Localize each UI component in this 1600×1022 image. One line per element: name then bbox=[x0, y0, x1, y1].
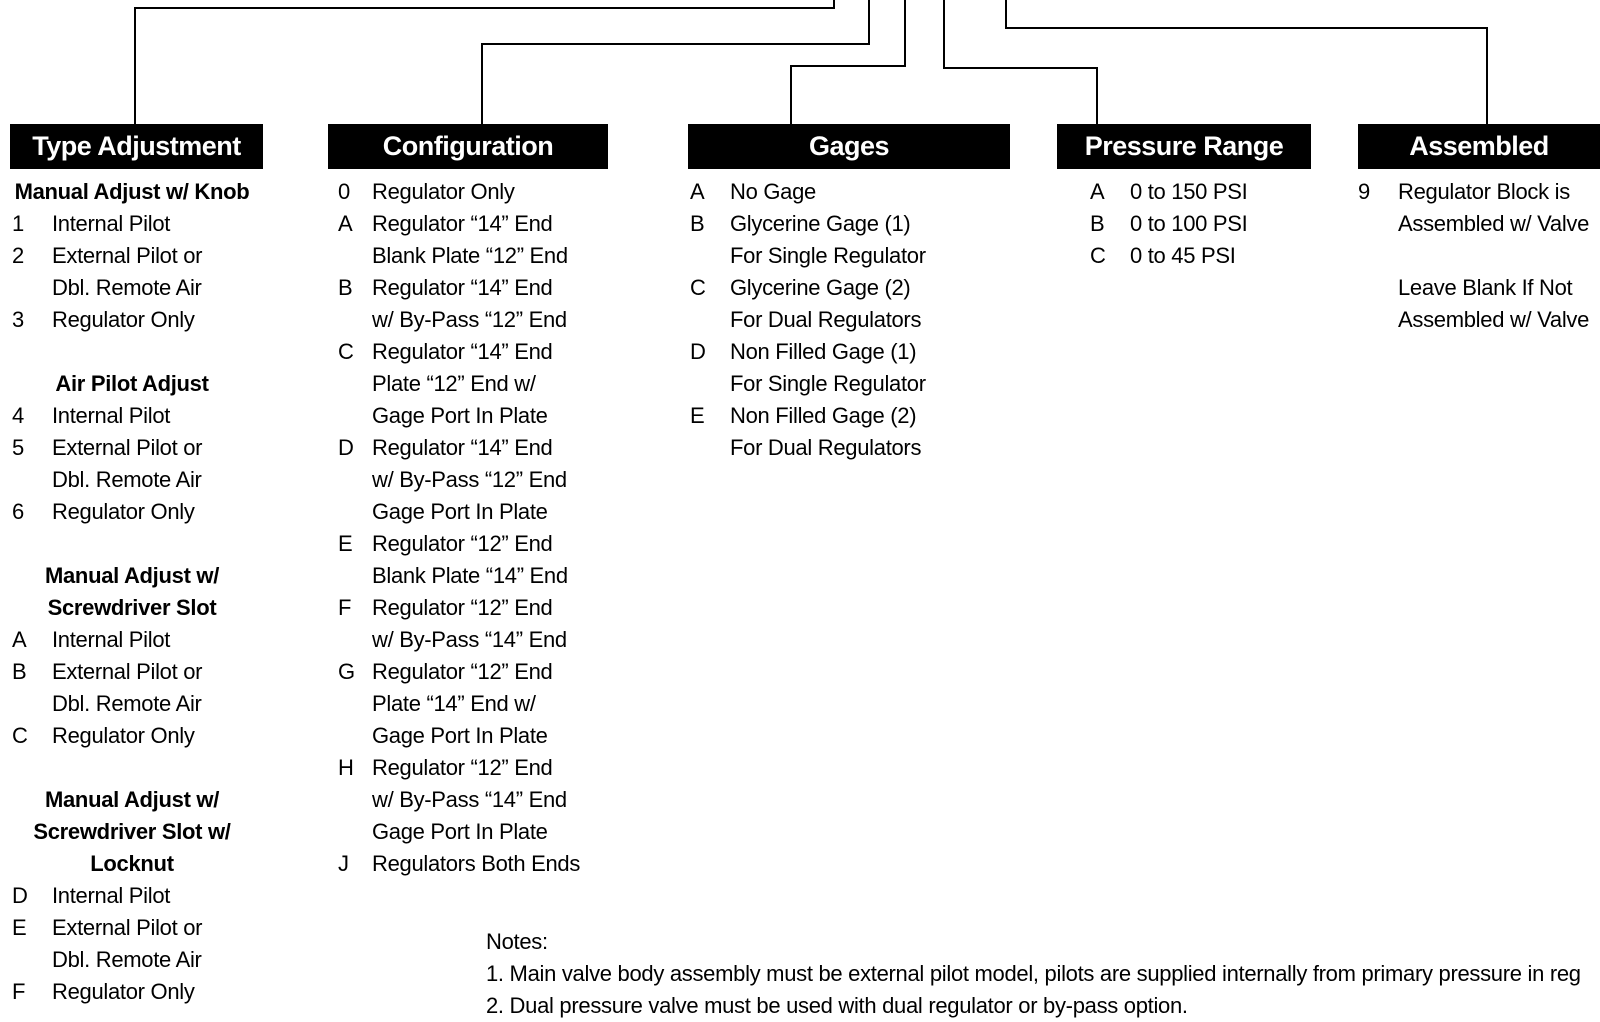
option-text: Regulator “14” End bbox=[372, 211, 553, 236]
option-row bbox=[12, 240, 262, 272]
option-code: 0 bbox=[338, 179, 350, 204]
option-row-continued bbox=[690, 368, 990, 400]
option-text: 0 to 100 PSI bbox=[1130, 211, 1248, 236]
option-row-continued bbox=[338, 720, 628, 752]
option-code bbox=[690, 304, 730, 336]
option-row-continued bbox=[338, 560, 628, 592]
option-row bbox=[690, 336, 990, 368]
option-row-continued bbox=[338, 368, 628, 400]
option-row bbox=[690, 208, 990, 240]
option-row bbox=[338, 752, 628, 784]
option-code: E bbox=[690, 403, 705, 428]
option-code bbox=[690, 240, 730, 272]
option-row bbox=[12, 720, 262, 752]
option-text: Assembled w/ Valve bbox=[1398, 307, 1590, 332]
option-text: For Dual Regulators bbox=[730, 435, 922, 460]
option-code: B bbox=[12, 659, 27, 684]
option-row bbox=[338, 848, 628, 880]
option-code: 1 bbox=[12, 211, 24, 236]
option-code: C bbox=[338, 339, 354, 364]
option-row bbox=[12, 912, 262, 944]
option-row-continued bbox=[690, 304, 990, 336]
option-row bbox=[338, 336, 628, 368]
group-heading: Locknut bbox=[90, 851, 174, 876]
option-code: F bbox=[12, 979, 26, 1004]
option-code bbox=[1358, 272, 1398, 304]
option-text: 0 to 150 PSI bbox=[1130, 179, 1248, 204]
option-text: Regulator Only bbox=[52, 307, 195, 332]
option-code: 5 bbox=[12, 435, 24, 460]
option-row-continued bbox=[338, 304, 628, 336]
option-text: Regulator Only bbox=[52, 979, 195, 1004]
option-code: D bbox=[690, 339, 706, 364]
note-line-1: 1. Main valve body assembly must be external pilot model, pilots are supplied internally from primary pressure in reg bbox=[486, 961, 1581, 986]
option-text: External Pilot or bbox=[52, 435, 203, 460]
connector-pressure-range bbox=[944, 0, 1097, 124]
group-spacer bbox=[12, 336, 262, 368]
option-row bbox=[12, 496, 262, 528]
option-text: Assembled w/ Valve bbox=[1398, 211, 1590, 236]
option-row bbox=[12, 400, 262, 432]
option-code bbox=[12, 464, 52, 496]
option-row-continued bbox=[12, 944, 262, 976]
option-code: D bbox=[338, 435, 354, 460]
option-text: Internal Pilot bbox=[52, 883, 171, 908]
option-code: B bbox=[1090, 211, 1105, 236]
option-text: External Pilot or bbox=[52, 659, 203, 684]
option-code bbox=[690, 432, 730, 464]
gages-list bbox=[690, 176, 990, 464]
option-row-continued bbox=[690, 240, 990, 272]
option-row-continued bbox=[338, 496, 628, 528]
option-code bbox=[12, 272, 52, 304]
option-text: Internal Pilot bbox=[52, 403, 171, 428]
option-code: C bbox=[1090, 243, 1106, 268]
option-code: D bbox=[12, 883, 28, 908]
option-row-continued bbox=[338, 240, 628, 272]
option-text: w/ By-Pass “14” End bbox=[372, 627, 567, 652]
option-text: Regulator “12” End bbox=[372, 531, 553, 556]
option-text: Regulator “14” End bbox=[372, 339, 553, 364]
option-code bbox=[338, 240, 372, 272]
option-row bbox=[1090, 240, 1310, 272]
option-code: H bbox=[338, 755, 354, 780]
option-row bbox=[12, 656, 262, 688]
notes-label: Notes: bbox=[486, 929, 548, 954]
option-text: Regulator “12” End bbox=[372, 659, 553, 684]
option-text: For Single Regulator bbox=[730, 371, 926, 396]
option-row bbox=[1358, 176, 1600, 208]
option-code bbox=[338, 368, 372, 400]
option-code: 2 bbox=[12, 243, 24, 268]
option-text: Regulator “14” End bbox=[372, 275, 553, 300]
option-code bbox=[338, 304, 372, 336]
option-code: 3 bbox=[12, 307, 24, 332]
option-row bbox=[12, 624, 262, 656]
option-text: For Single Regulator bbox=[730, 243, 926, 268]
assembled-note-line bbox=[1358, 272, 1600, 304]
option-row-continued bbox=[12, 688, 262, 720]
option-row bbox=[690, 400, 990, 432]
option-row bbox=[1090, 208, 1310, 240]
option-text: w/ By-Pass “14” End bbox=[372, 787, 567, 812]
option-text: Blank Plate “12” End bbox=[372, 243, 568, 268]
option-code: 6 bbox=[12, 499, 24, 524]
notes-block bbox=[486, 926, 1581, 1022]
option-text: Regulator “12” End bbox=[372, 595, 553, 620]
group-spacer bbox=[1358, 240, 1600, 272]
option-row-continued bbox=[12, 464, 262, 496]
option-row bbox=[338, 176, 628, 208]
option-text: Internal Pilot bbox=[52, 211, 171, 236]
option-row bbox=[1090, 176, 1310, 208]
option-text: Gage Port In Plate bbox=[372, 499, 548, 524]
option-text: Gage Port In Plate bbox=[372, 723, 548, 748]
option-code: A bbox=[1090, 179, 1105, 204]
note-line-2: 2. Dual pressure valve must be used with dual regulator or by-pass option. bbox=[486, 993, 1188, 1018]
option-code: 9 bbox=[1358, 179, 1370, 204]
option-text: External Pilot or bbox=[52, 243, 203, 268]
option-row bbox=[338, 656, 628, 688]
option-row bbox=[690, 176, 990, 208]
group-heading: Screwdriver Slot w/ bbox=[33, 819, 231, 844]
group-spacer bbox=[12, 528, 262, 560]
option-code: A bbox=[338, 211, 353, 236]
option-text: Regulator Block is bbox=[1398, 179, 1570, 204]
assembled-note-line bbox=[1358, 304, 1600, 336]
option-row bbox=[338, 528, 628, 560]
option-text: Dbl. Remote Air bbox=[52, 275, 202, 300]
group-heading: Manual Adjust w/ bbox=[44, 787, 220, 812]
option-text: Gage Port In Plate bbox=[372, 403, 548, 428]
option-code: E bbox=[12, 915, 27, 940]
option-code: B bbox=[690, 211, 705, 236]
option-text: Regulator Only bbox=[372, 179, 515, 204]
option-text: No Gage bbox=[730, 179, 816, 204]
option-code: G bbox=[338, 659, 355, 684]
option-row bbox=[12, 432, 262, 464]
option-code bbox=[338, 496, 372, 528]
connector-configuration bbox=[482, 0, 869, 124]
option-code bbox=[12, 688, 52, 720]
option-row-continued bbox=[338, 784, 628, 816]
option-row-continued bbox=[690, 432, 990, 464]
header-assembled: Assembled bbox=[1358, 124, 1600, 169]
option-code bbox=[338, 720, 372, 752]
option-text: w/ By-Pass “12” End bbox=[372, 307, 567, 332]
option-text: Dbl. Remote Air bbox=[52, 691, 202, 716]
option-row bbox=[690, 272, 990, 304]
configuration-list bbox=[338, 176, 628, 880]
option-code bbox=[1358, 304, 1398, 336]
group-heading: Screwdriver Slot bbox=[47, 595, 217, 620]
option-text: Blank Plate “14” End bbox=[372, 563, 568, 588]
option-row bbox=[338, 208, 628, 240]
option-text: Dbl. Remote Air bbox=[52, 467, 202, 492]
option-text: Regulator “12” End bbox=[372, 755, 553, 780]
option-code: C bbox=[690, 275, 706, 300]
option-row bbox=[12, 976, 262, 1008]
option-code bbox=[338, 464, 372, 496]
option-code bbox=[338, 816, 372, 848]
option-row bbox=[338, 272, 628, 304]
header-configuration: Configuration bbox=[328, 124, 608, 169]
option-row-continued bbox=[338, 688, 628, 720]
connector-type-adjustment bbox=[135, 0, 834, 124]
option-text: Dbl. Remote Air bbox=[52, 947, 202, 972]
pressure-range-list bbox=[1090, 176, 1310, 272]
header-gages: Gages bbox=[688, 124, 1010, 169]
option-row-continued bbox=[12, 272, 262, 304]
option-text: Plate “12” End w/ bbox=[372, 371, 536, 396]
connector-gages bbox=[791, 0, 905, 124]
option-text: External Pilot or bbox=[52, 915, 203, 940]
option-row bbox=[12, 208, 262, 240]
option-code bbox=[338, 784, 372, 816]
option-code: C bbox=[12, 723, 28, 748]
option-code: A bbox=[12, 627, 27, 652]
header-pressure-range: Pressure Range bbox=[1057, 124, 1311, 169]
option-text: For Dual Regulators bbox=[730, 307, 922, 332]
option-code: J bbox=[338, 851, 349, 876]
group-heading: Manual Adjust w/ Knob bbox=[14, 179, 250, 204]
option-code bbox=[338, 688, 372, 720]
header-type-adjustment: Type Adjustment bbox=[10, 124, 263, 169]
option-row bbox=[338, 432, 628, 464]
group-heading: Manual Adjust w/ bbox=[44, 563, 220, 588]
option-code bbox=[12, 944, 52, 976]
option-code: F bbox=[338, 595, 352, 620]
option-row-continued bbox=[338, 464, 628, 496]
option-row-continued bbox=[1358, 208, 1600, 240]
option-row-continued bbox=[338, 400, 628, 432]
option-text: Leave Blank If Not bbox=[1398, 275, 1573, 300]
option-row bbox=[12, 304, 262, 336]
option-text: w/ By-Pass “12” End bbox=[372, 467, 567, 492]
option-row bbox=[12, 880, 262, 912]
option-code bbox=[1358, 208, 1398, 240]
option-text: Gage Port In Plate bbox=[372, 819, 548, 844]
type-adjustment-list bbox=[12, 176, 262, 1008]
option-code bbox=[338, 560, 372, 592]
group-heading: Air Pilot Adjust bbox=[55, 371, 209, 396]
group-spacer bbox=[12, 752, 262, 784]
option-text: Regulator Only bbox=[52, 499, 195, 524]
option-text: Glycerine Gage (1) bbox=[730, 211, 911, 236]
option-text: Non Filled Gage (2) bbox=[730, 403, 917, 428]
option-code: E bbox=[338, 531, 353, 556]
connector-assembled bbox=[1006, 0, 1487, 124]
option-code: 4 bbox=[12, 403, 24, 428]
option-text: Glycerine Gage (2) bbox=[730, 275, 911, 300]
option-text: 0 to 45 PSI bbox=[1130, 243, 1236, 268]
option-text: Regulator Only bbox=[52, 723, 195, 748]
option-row bbox=[338, 592, 628, 624]
option-text: Regulators Both Ends bbox=[372, 851, 581, 876]
assembled-list bbox=[1358, 176, 1600, 336]
option-code bbox=[338, 624, 372, 656]
option-code bbox=[338, 400, 372, 432]
option-row-continued bbox=[338, 624, 628, 656]
option-text: Internal Pilot bbox=[52, 627, 171, 652]
option-code bbox=[690, 368, 730, 400]
option-text: Non Filled Gage (1) bbox=[730, 339, 917, 364]
option-text: Plate “14” End w/ bbox=[372, 691, 536, 716]
option-code: B bbox=[338, 275, 353, 300]
option-text: Regulator “14” End bbox=[372, 435, 553, 460]
option-code: A bbox=[690, 179, 705, 204]
option-row-continued bbox=[338, 816, 628, 848]
